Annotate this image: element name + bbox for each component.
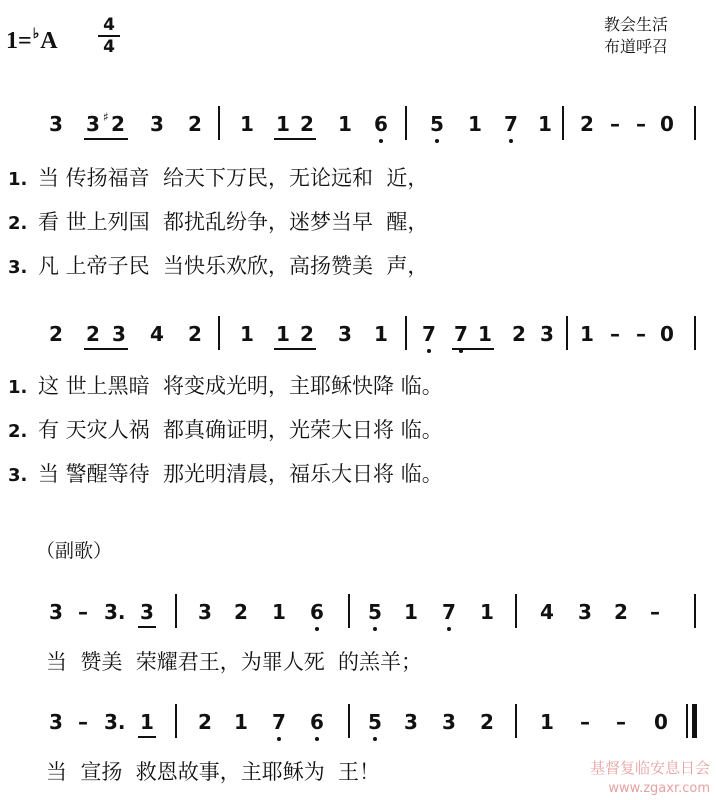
note: 4: [540, 600, 554, 624]
watermark-text: 基督复临安息日会: [589, 759, 710, 777]
barline: [566, 316, 568, 350]
note: 2: [86, 322, 100, 346]
note: 2: [580, 112, 594, 136]
lyric-line: 1. 这 世上黑暗 将变成光明，主耶稣快降 临。: [8, 374, 443, 398]
note: 3: [49, 112, 63, 136]
note: 3: [404, 710, 418, 734]
note: 1: [234, 710, 248, 734]
note: 3: [338, 322, 352, 346]
barline: [515, 594, 517, 628]
final-barline-thick: [692, 704, 697, 738]
note: 3: [198, 600, 212, 624]
note: 2: [480, 710, 494, 734]
note: 6: [308, 600, 326, 624]
notation-row-1: 3 3 ♯ 2 3 2 1 1 2 1 6 5 1 7 1 2 – – 0: [0, 106, 716, 146]
note: –: [616, 710, 626, 734]
note: –: [580, 710, 590, 734]
lyric-line: 当 赞美 荣耀君王，为罪人死 的羔羊；: [46, 650, 423, 674]
barline: [694, 106, 696, 140]
beam-underline: [138, 626, 156, 628]
note: 7: [440, 600, 458, 624]
note: 1: [240, 112, 254, 136]
note: 1: [580, 322, 594, 346]
note: 6: [372, 112, 390, 136]
note: –: [610, 112, 620, 136]
note: 7: [420, 322, 438, 346]
barline: [405, 316, 407, 350]
note: 0: [660, 112, 674, 136]
note: –: [636, 112, 646, 136]
lyric-line: 3. 凡 上帝子民 当快乐欢欣，高扬赞美 声，: [8, 254, 429, 278]
note: 1: [272, 600, 286, 624]
note: –: [650, 600, 660, 624]
note: 3: [578, 600, 592, 624]
category-label: 教会生活 布道呼召: [604, 15, 669, 56]
final-barline-thin: [686, 704, 688, 738]
notation-row-2: [0, 316, 716, 356]
note: 3: [112, 322, 126, 346]
notation-row-3: [0, 594, 716, 634]
beam-underline: [274, 348, 316, 350]
barline: [694, 594, 696, 628]
note: 5: [366, 710, 384, 734]
watermark-url: www.zgaxr.com: [608, 781, 710, 796]
barline: [562, 106, 564, 140]
note: 4: [150, 322, 164, 346]
note: 3: [140, 600, 154, 624]
note: 0: [654, 710, 668, 734]
note: –: [78, 710, 88, 734]
note: 2: [512, 322, 526, 346]
note: –: [636, 322, 646, 346]
beam-underline: [84, 138, 128, 140]
barline: [218, 316, 220, 350]
time-signature: 4 4: [98, 16, 120, 56]
note: 3: [442, 710, 456, 734]
note: 1: [338, 112, 352, 136]
beam-underline: [138, 736, 156, 738]
note: 2: [111, 112, 125, 136]
note: 1: [276, 322, 290, 346]
note: –: [78, 600, 88, 624]
note: 3: [150, 112, 164, 136]
note: 3.: [104, 710, 126, 734]
barline: [515, 704, 517, 738]
note: 2: [198, 710, 212, 734]
note: 7: [270, 710, 288, 734]
lyric-line: 3. 当 警醒等待 那光明清晨，福乐大日将 临。: [8, 462, 443, 486]
note: 3: [49, 600, 63, 624]
note: –: [610, 322, 620, 346]
barline: [175, 594, 177, 628]
lyric-line: 2. 有 天灾人祸 都真确证明，光荣大日将 临。: [8, 418, 443, 442]
notation-row-4: [0, 704, 716, 744]
barline: [405, 106, 407, 140]
chorus-label: （副歌）: [36, 540, 113, 562]
barline: [694, 316, 696, 350]
note: 1: [478, 322, 492, 346]
note: 1: [276, 112, 290, 136]
note: 2: [49, 322, 63, 346]
note: 3.: [104, 600, 126, 624]
beam-underline: [274, 138, 316, 140]
note: 7: [502, 112, 520, 136]
barline: [348, 704, 350, 738]
note: 3: [540, 322, 554, 346]
note: 1: [538, 112, 552, 136]
note: 3: [49, 710, 63, 734]
note: 2: [614, 600, 628, 624]
note: 1: [540, 710, 554, 734]
note: 7: [452, 322, 470, 346]
beam-underline: [452, 348, 494, 350]
key-signature: 1=♭A: [6, 27, 58, 54]
lyric-line: 当 宣扬 救恩故事，主耶稣为 王！: [46, 760, 381, 784]
note: 1: [468, 112, 482, 136]
note: 2: [188, 322, 202, 346]
note: 2: [300, 112, 314, 136]
note: 0: [660, 322, 674, 346]
note: 3: [86, 112, 100, 136]
lyric-line: 1. 当 传扬福音 给天下万民，无论远和 近，: [8, 166, 429, 190]
beam-underline: [84, 348, 128, 350]
barline: [175, 704, 177, 738]
barline: [218, 106, 220, 140]
lyric-line: 2. 看 世上列国 都扰乱纷争，迷梦当早 醒，: [8, 210, 429, 234]
note: 2: [234, 600, 248, 624]
note: 2: [300, 322, 314, 346]
note: 1: [140, 710, 154, 734]
note: 1: [240, 322, 254, 346]
barline: [348, 594, 350, 628]
note: 1: [374, 322, 388, 346]
note: 6: [308, 710, 326, 734]
note: 5: [366, 600, 384, 624]
note: 1: [480, 600, 494, 624]
note: 5: [428, 112, 446, 136]
note: 2: [188, 112, 202, 136]
note: 1: [404, 600, 418, 624]
